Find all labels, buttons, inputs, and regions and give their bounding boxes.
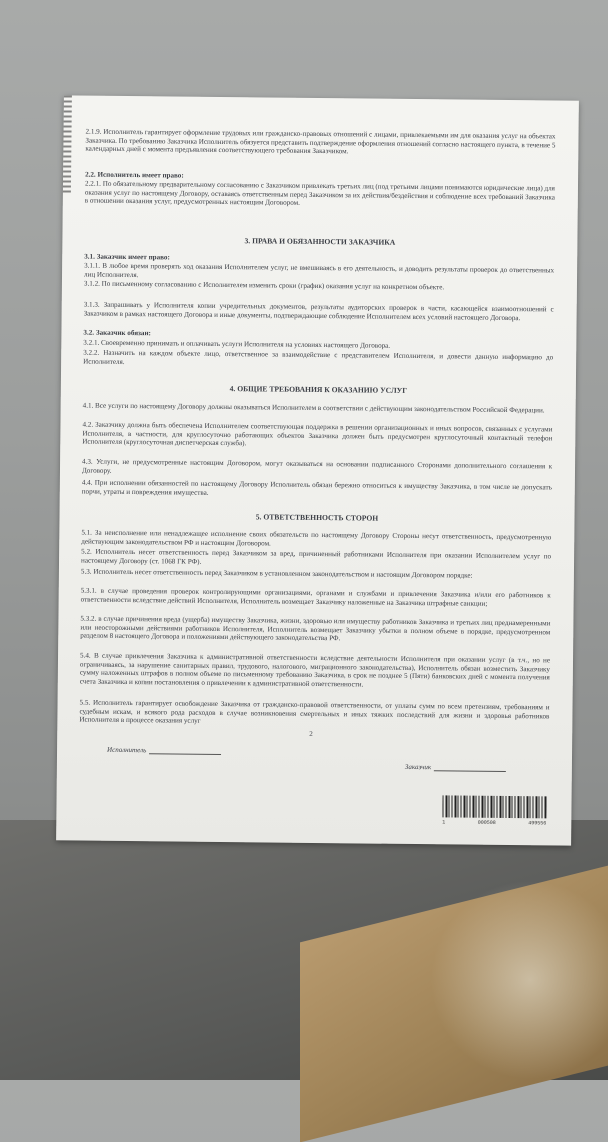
clause-5-3: 5.3. Исполнитель несет ответственность перед Заказчиком в установленном законодательством и настоящим Договором порядке: [80,567,473,580]
clause-5-2: 5.2. Исполнитель несет ответственность перед Заказчиком за вред, причиненный работниками Исполнителя при оказании Исполнителем услуг по настоящему Договору (ст. 1068 ГК РФ). [81,547,552,566]
executor-signature-line [149,746,221,755]
document-page [56,95,579,845]
clause-3-1-heading: 3.1. Заказчик имеет право: [84,252,170,262]
clause-4-3: 4.3. Услуги, не предусмотренные настоящим Договором, могут оказываться на основании подписанного Сторонами дополнительного соглашения к Договору. [81,457,553,475]
clause-5-1: 5.1. За неисполнение или ненадлежащее исполнение своих обязательств по настоящему Договору Стороны несут ответственность, предусмотренную действующим законодательством РФ и настоящим Договором. [81,528,552,548]
page-number: 2 [309,729,313,738]
clause-5-3-1: 5.3.1. в случае проведения проверок контролирующими организациями, органами и службами и привлечения Заказчика и/или его работников к ответственности вследствие действий Исполнителя, Исполнитель возмещает Заказчику наложенные на Заказчика штрафные санкции; [80,586,551,608]
clause-3-2-2: 3.2.2. Назначить на каждом объекте лицо, ответственное за взаимодействие с представителем Исполнителя, и довести данную информацию до Исполнителя. [83,348,554,366]
barcode-digit-group: 1 [442,819,446,826]
clause-3-2-1: 3.2.1. Своевременно принимать и оплачивать услуги Исполнителя на условиях настоящего Договора. [83,338,391,350]
clause-2-2-1: 2.2.1. По обязательному предварительному согласованию с Заказчиком привлекать третьих лиц (под третьими лицами понимаются юридические лица) для оказания услуг по настоящему Договору, оставаясь ответственным перед Заказчиком за их действия/бездействия и соблюдение всех требований Заказчика в отношении оказания услуг, предусмотренных настоящим Договором. [84,179,556,207]
clause-5-3-2: 5.3.2. в случае причинения вреда (ущерба) имуществу Заказчика, жизни, здоровью или имуществу работников Заказчика и третьих лиц преднамеренными или неосторожными действиями работников Исполнителя, Исполнитель возмещает Заказчику убытки в полном объеме в порядке, предусмотренном разделом 8 настоящего Договора и положениями действующего законодательства РФ. [80,614,551,643]
clause-5-4: 5.4. В случае привлечения Заказчика к административной ответственности вследствие деятельности Исполнителя при оказании услуг (в т.ч., но не ограничиваясь, за нарушение санитарных правил, трудового, налогового, миграционного законодательства), Исполнитель обязан возместить Заказчику сумму наложенных штрафов в полном объеме по письменному требованию Заказчика, в срок не позднее 5 (Пяти) банковских дней с момента получения счета Заказчика и копии постановления о привлечении к административной ответственности. [79,651,551,689]
perforation-marks [63,95,72,195]
barcode-digit-group: 000508 [477,819,496,826]
section-5-heading: 5. ОТВЕТСТВЕННОСТЬ СТОРОН [255,512,379,523]
clause-4-1: 4.1. Все услуги по настоящему Договору должны оказываться Исполнителем в соответствии с действующим законодательством Российской Федерации. [82,401,545,415]
barcode [442,795,546,818]
clause-2-1-9: 2.1.9. Исполнитель гарантирует оформление трудовых или гражданско-правовых отношений с лицами, привлекаемыми им для оказания услуг на объектах Заказчика. По требованию Заказчика Исполнитель обязуется представить подтверждение оформления отношений согласно настоящего пункта, в течение 5 календарных дней с момента предъявления соответствующего требования Заказчиком. [85,127,556,156]
barcode-digit-group: 499556 [528,820,547,827]
customer-signature-line [434,763,506,772]
clause-3-2-heading: 3.2. Заказчик обязан: [83,328,151,338]
customer-label: Заказчик [404,762,432,772]
section-4-heading: 4. ОБЩИЕ ТРЕБОВАНИЯ К ОКАЗАНИЮ УСЛУГ [229,384,408,395]
executor-signature [107,746,221,755]
customer-signature [405,763,506,772]
clause-3-1-2: 3.1.2. По письменному согласованию с Исполнителем изменить сроки (график) оказания услуг на конкретном объекте. [83,279,445,292]
clause-2-2-heading: 2.2. Исполнитель имеет право: [85,170,184,180]
section-3-heading: 3. ПРАВА И ОБЯЗАННОСТИ ЗАКАЗЧИКА [244,236,396,247]
clause-4-2: 4.2. Заказчику должна быть обеспечена Исполнителем соответствующая поддержка в решении организационных и иных вопросов, связанных с услугами Исполнителя, в частности, для круглосуточно работающих объектов Заказчика должен быть предусмотрен круглосуточный контактный телефон Исполнителя (круглосуточная диспетчерская служба). [82,420,553,448]
clause-3-1-3: 3.1.3. Запрашивать у Исполнителя копии учредительных документов, результаты аудиторских проверок в части, касающейся взаимоотношений с Заказчиком в рамках настоящего Договора и иные документы, подтверждающие соблюдение Исполнителем всех условий настоящего Договора. [83,300,554,322]
executor-label: Исполнитель [107,745,147,755]
clause-3-1-1: 3.1.1. В любое время проверять ход оказания Исполнителем услуг, не вмешиваясь в его деятельность, и доводить результаты проверок до ответственных лиц Исполнителя. [84,261,555,279]
light-glare [430,880,608,1080]
barcode-digits [442,819,546,826]
clause-5-5: 5.5. Исполнитель гарантирует освобождение Заказчика от гражданско-правовой ответственности, от уплаты сумм по всем претензиям, требованиям и судебным искам, и всякого рода расходов в случае возникновения смертельных и иных тяжких последствий для жизни и здоровья работников Исполнителя в процессе оказания услуг [79,698,550,725]
clause-4-4: 4.4. При исполнении обязанностей по настоящему Договору Исполнитель обязан бережно относиться к имуществу Заказчика, в том числе не допускать порчи, утраты и повреждения имущества. [81,478,552,497]
